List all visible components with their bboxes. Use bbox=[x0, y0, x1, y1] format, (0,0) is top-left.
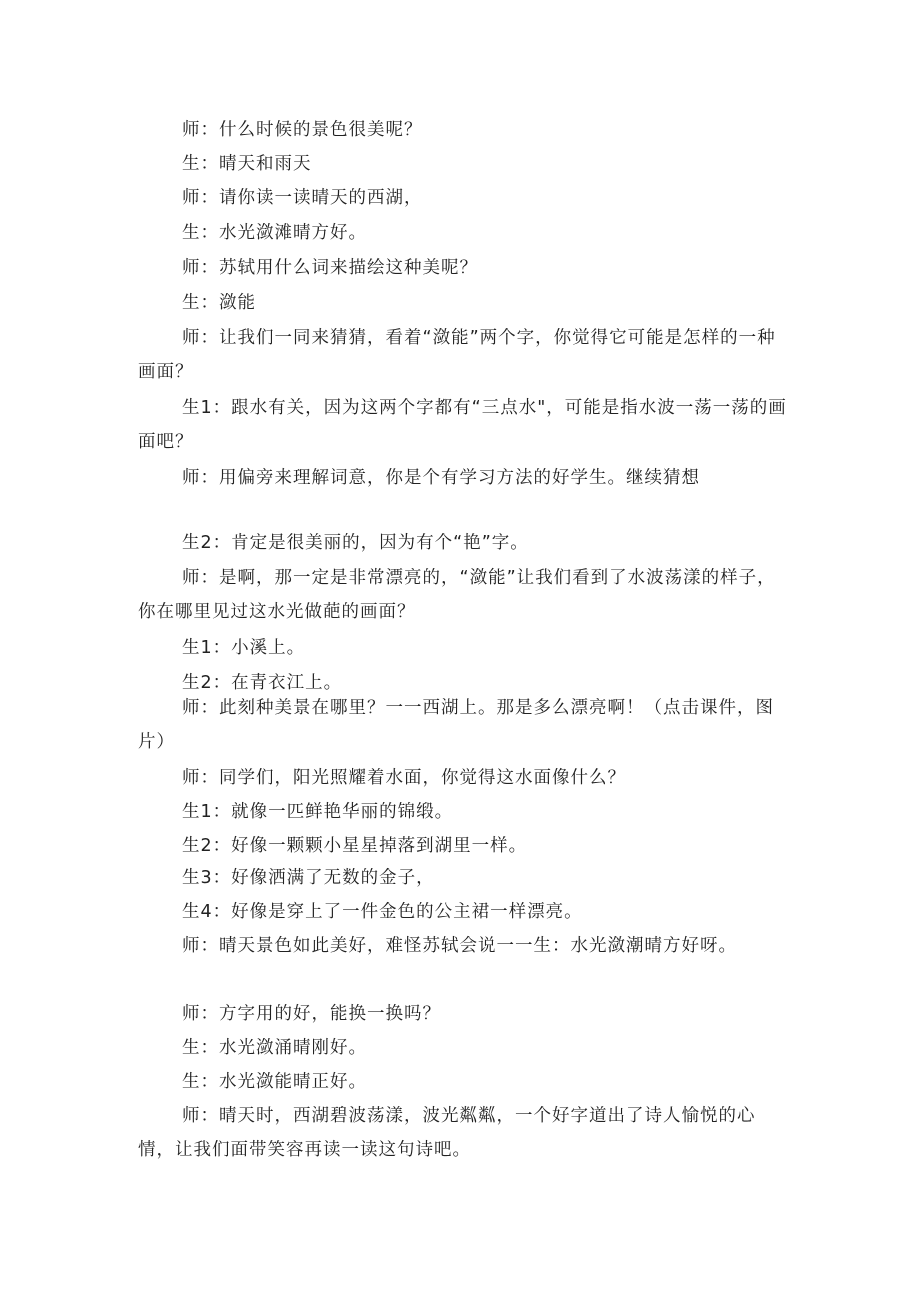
dialogue-line: 师：此刻种美景在哪里？一一西湖上。那是多么漂亮啊！（点击课件，图片） bbox=[138, 698, 774, 752]
dialogue-line: 师：晴天景色如此美好，难怪苏轼会说一一生：水光潋潮晴方好呀。 bbox=[182, 936, 737, 956]
dialogue-line: 生：潋能 bbox=[182, 293, 256, 313]
dialogue-line: 生：水光潋涌晴刚好。 bbox=[182, 1038, 367, 1058]
dialogue-line: 生3：好像洒满了无数的金子， bbox=[182, 868, 435, 888]
dialogue-line: 师：让我们一同来猜猜，看着“潋能”两个字，你觉得它可能是怎样的一种画面？ bbox=[138, 328, 776, 382]
dialogue-line: 生：水光潋能晴正好。 bbox=[182, 1072, 367, 1092]
dialogue-line: 师：用偏旁来理解词意，你是个有学习方法的好学生。继续猜想 bbox=[182, 468, 700, 488]
dialogue-line: 生：水光潋滩晴方好。 bbox=[182, 223, 367, 243]
dialogue-line: 师：方字用的好，能换一换吗？ bbox=[182, 1004, 441, 1024]
dialogue-line: 师：请你读一读晴天的西湖， bbox=[182, 188, 423, 208]
dialogue-line: 师：苏轼用什么词来描绘这种美呢？ bbox=[182, 258, 478, 278]
dialogue-line: 师：同学们，阳光照耀着水面，你觉得这水面像什么？ bbox=[182, 768, 626, 788]
dialogue-line: 生4：好像是穿上了一件金色的公主裙一样漂亮。 bbox=[182, 902, 583, 922]
dialogue-line: 生1：跟水有关，因为这两个字都有“三点水"，可能是指水波一荡一荡的画面吧？ bbox=[138, 398, 787, 452]
dialogue-line: 生2：在青衣江上。 bbox=[182, 673, 343, 693]
dialogue-line: 生2：好像一颗颗小星星掉落到湖里一样。 bbox=[182, 836, 528, 856]
dialogue-line: 生1：小溪上。 bbox=[182, 638, 306, 658]
dialogue-line: 师：什么时候的景色很美呢？ bbox=[182, 120, 423, 140]
dialogue-line: 生1：就像一匹鲜艳华丽的锦缎。 bbox=[182, 802, 454, 822]
dialogue-line: 生：晴天和雨天 bbox=[182, 154, 312, 174]
dialogue-line: 师：晴天时，西湖碧波荡漾，波光粼粼，一个好字道出了诗人愉悦的心情，让我们面带笑容再读一读这句诗吧。 bbox=[138, 1106, 756, 1160]
dialogue-line: 师：是啊，那一定是非常漂亮的，“潋能”让我们看到了水波荡漾的样子，你在哪里见过这水光做葩的画面？ bbox=[138, 568, 776, 622]
dialogue-line: 生2：肯定是很美丽的，因为有个“艳”字。 bbox=[182, 533, 529, 553]
